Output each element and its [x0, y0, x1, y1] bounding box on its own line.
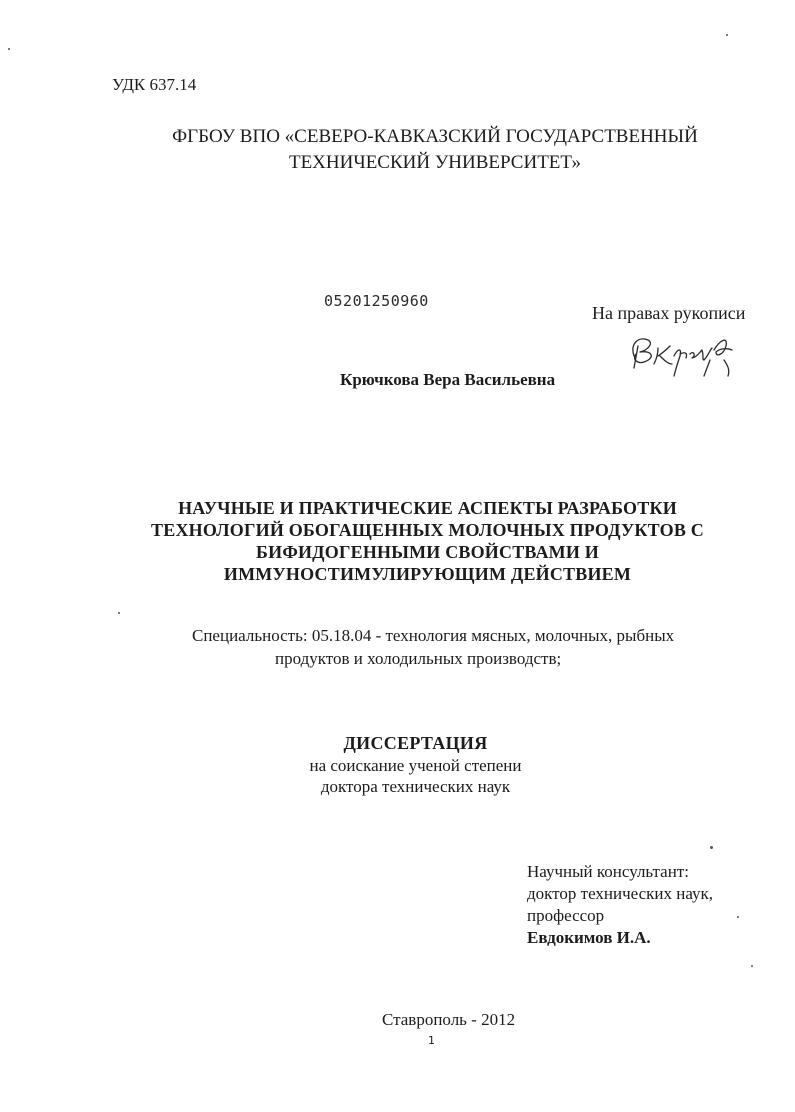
registration-number: 05201250960	[324, 292, 429, 310]
title-line-4: ИММУНОСТИМУЛИРУЮЩИМ ДЕЙСТВИЕМ	[223, 564, 632, 584]
organization-line-2: ТЕХНИЧЕСКИЙ УНИВЕРСИТЕТ»	[288, 152, 582, 173]
manuscript-rights-note: На правах рукописи	[592, 303, 746, 323]
title-line-2: ТЕХНОЛОГИЙ ОБОГАЩЕННЫХ МОЛОЧНЫХ ПРОДУКТОВ С	[151, 520, 704, 540]
degree-line-1: на соискание ученой степени	[309, 756, 522, 775]
title-line-1: НАУЧНЫЕ И ПРАКТИЧЕСКИЕ АСПЕКТЫ РАЗРАБОТКИ	[178, 498, 677, 518]
signature-icon	[624, 326, 744, 382]
scientific-consultant	[527, 861, 713, 949]
scan-speck	[726, 34, 728, 36]
page-number: 1	[428, 1034, 435, 1047]
consultant-rank: профессор	[527, 906, 605, 925]
scan-speck	[710, 846, 713, 849]
scan-speck	[737, 916, 739, 918]
title-line-3: БИФИДОГЕННЫМИ СВОЙСТВАМИ И	[256, 542, 599, 562]
dissertation-title	[0, 497, 795, 585]
document-type: ДИССЕРТАЦИЯ	[343, 733, 488, 753]
consultant-degree: доктор технических наук,	[527, 884, 714, 903]
place-and-year: Ставрополь - 2012	[382, 1010, 516, 1029]
author-name: Крючкова Вера Васильевна	[340, 370, 556, 389]
specialty-line-2: продуктов и холодильных производств;	[275, 649, 562, 668]
udk-code: УДК 637.14	[112, 75, 197, 94]
organization-name	[0, 124, 795, 176]
specialty-line-1: Специальность: 05.18.04 - технология мясных, молочных, рыбных	[192, 626, 675, 645]
degree-line-2: доктора технических наук	[320, 777, 511, 796]
consultant-label: Научный консультант:	[527, 862, 689, 881]
scan-speck	[118, 612, 120, 614]
scan-speck	[751, 965, 753, 967]
consultant-name: Евдокимов И.А.	[527, 928, 651, 947]
scan-speck	[8, 48, 10, 50]
organization-line-1: ФГБОУ ВПО «СЕВЕРО-КАВКАЗСКИЙ ГОСУДАРСТВЕННЫЙ	[172, 126, 698, 147]
degree-info	[0, 755, 795, 797]
